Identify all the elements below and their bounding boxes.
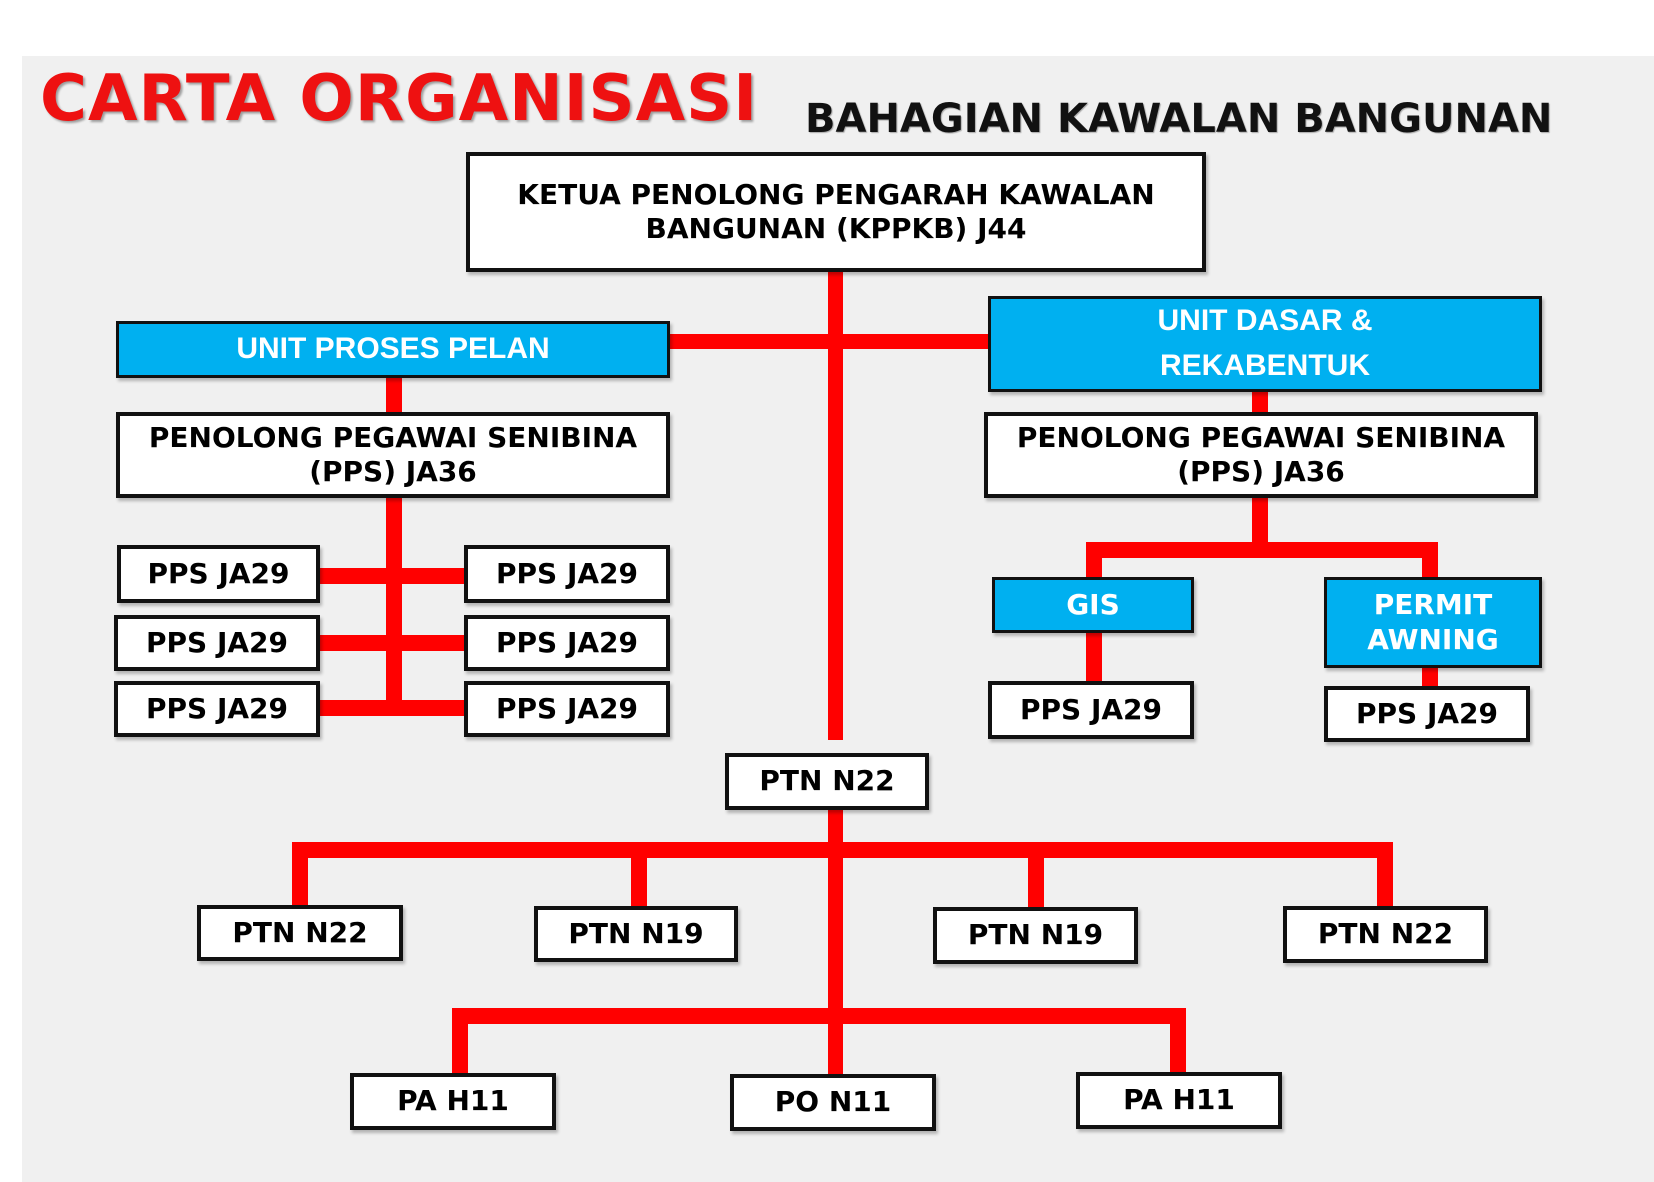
connector-line bbox=[452, 1008, 1186, 1024]
connector-line bbox=[1377, 842, 1393, 908]
permit-awning-box bbox=[1324, 577, 1542, 668]
connector-line bbox=[631, 842, 647, 908]
staff-box bbox=[988, 681, 1194, 739]
officer-line1: PENOLONG PEGAWAI SENIBINA bbox=[148, 420, 638, 454]
staff-label: PPS JA29 bbox=[495, 691, 638, 725]
head-box bbox=[466, 152, 1206, 272]
connector-line bbox=[1252, 391, 1268, 413]
ptn-box bbox=[534, 906, 738, 962]
head-title-line1: KETUA PENOLONG PENGARAH KAWALAN bbox=[517, 177, 1155, 211]
staff-label: PPS JA29 bbox=[495, 625, 638, 659]
staff-box bbox=[1324, 686, 1530, 742]
officer-line2: (PPS) JA36 bbox=[309, 455, 477, 488]
ptn-label: PTN N22 bbox=[232, 915, 368, 949]
ptn-main-box bbox=[725, 753, 929, 810]
permit-label-line2: AWNING bbox=[1367, 622, 1499, 656]
connector-line bbox=[1028, 842, 1044, 908]
staff-box bbox=[464, 681, 670, 737]
ptn-box bbox=[197, 905, 403, 961]
left-officer-box bbox=[116, 412, 670, 498]
connector-line bbox=[318, 568, 466, 584]
head-title-line2: BANGUNAN (KPPKB) J44 bbox=[645, 212, 1027, 245]
connector-line bbox=[1422, 542, 1438, 582]
staff-box bbox=[117, 545, 320, 603]
connector-line bbox=[386, 498, 402, 708]
connector-line bbox=[1086, 542, 1102, 582]
staff-box bbox=[114, 615, 320, 671]
ptn-main-label: PTN N22 bbox=[759, 764, 895, 798]
unit-label: UNIT PROSES PELAN bbox=[236, 332, 550, 366]
ptn-label: PTN N19 bbox=[568, 916, 704, 950]
staff-box bbox=[114, 681, 320, 737]
support-staff-box bbox=[730, 1074, 936, 1131]
support-staff-label: PA H11 bbox=[1123, 1083, 1235, 1117]
support-staff-label: PO N11 bbox=[774, 1085, 892, 1119]
staff-label: PPS JA29 bbox=[147, 556, 290, 590]
connector-line bbox=[318, 635, 466, 651]
staff-box bbox=[464, 545, 670, 603]
support-staff-box bbox=[1076, 1072, 1282, 1129]
right-officer-box bbox=[984, 412, 1538, 498]
unit-label-line1: UNIT DASAR & bbox=[1157, 304, 1373, 338]
ptn-box bbox=[933, 907, 1138, 964]
ptn-label: PTN N19 bbox=[967, 918, 1104, 952]
ptn-box bbox=[1283, 906, 1488, 963]
connector-line bbox=[292, 842, 308, 908]
support-staff-box bbox=[350, 1073, 556, 1130]
gis-label: GIS bbox=[1066, 587, 1120, 621]
gis-box bbox=[992, 577, 1194, 633]
staff-label: PPS JA29 bbox=[145, 625, 288, 659]
unit-dasar-rekabentuk-box bbox=[988, 296, 1542, 392]
staff-label: PPS JA29 bbox=[1019, 692, 1162, 726]
staff-label: PPS JA29 bbox=[495, 556, 638, 590]
connector-line bbox=[1170, 1008, 1186, 1076]
unit-proses-pelan-box bbox=[116, 321, 670, 378]
connector-line bbox=[1086, 542, 1438, 558]
chart-subtitle: BAHAGIAN KAWALAN BANGUNAN bbox=[805, 96, 1553, 142]
support-staff-label: PA H11 bbox=[397, 1084, 509, 1118]
chart-title: CARTA ORGANISASI bbox=[40, 62, 759, 136]
staff-label: PPS JA29 bbox=[145, 691, 288, 725]
unit-label-line2: REKABENTUK bbox=[1160, 349, 1370, 382]
connector-line bbox=[1252, 498, 1268, 548]
connector-line bbox=[292, 842, 1393, 858]
officer-line1: PENOLONG PEGAWAI SENIBINA bbox=[1016, 420, 1506, 454]
connector-line bbox=[386, 378, 402, 415]
connector-line bbox=[452, 1008, 468, 1076]
staff-label: PPS JA29 bbox=[1355, 696, 1498, 730]
connector-line bbox=[318, 700, 466, 716]
staff-box bbox=[464, 615, 670, 671]
connector-line bbox=[1086, 630, 1102, 686]
officer-line2: (PPS) JA36 bbox=[1177, 455, 1345, 488]
connector-line bbox=[668, 334, 990, 349]
permit-label-line1: PERMIT bbox=[1373, 588, 1493, 622]
ptn-label: PTN N22 bbox=[1317, 917, 1454, 951]
